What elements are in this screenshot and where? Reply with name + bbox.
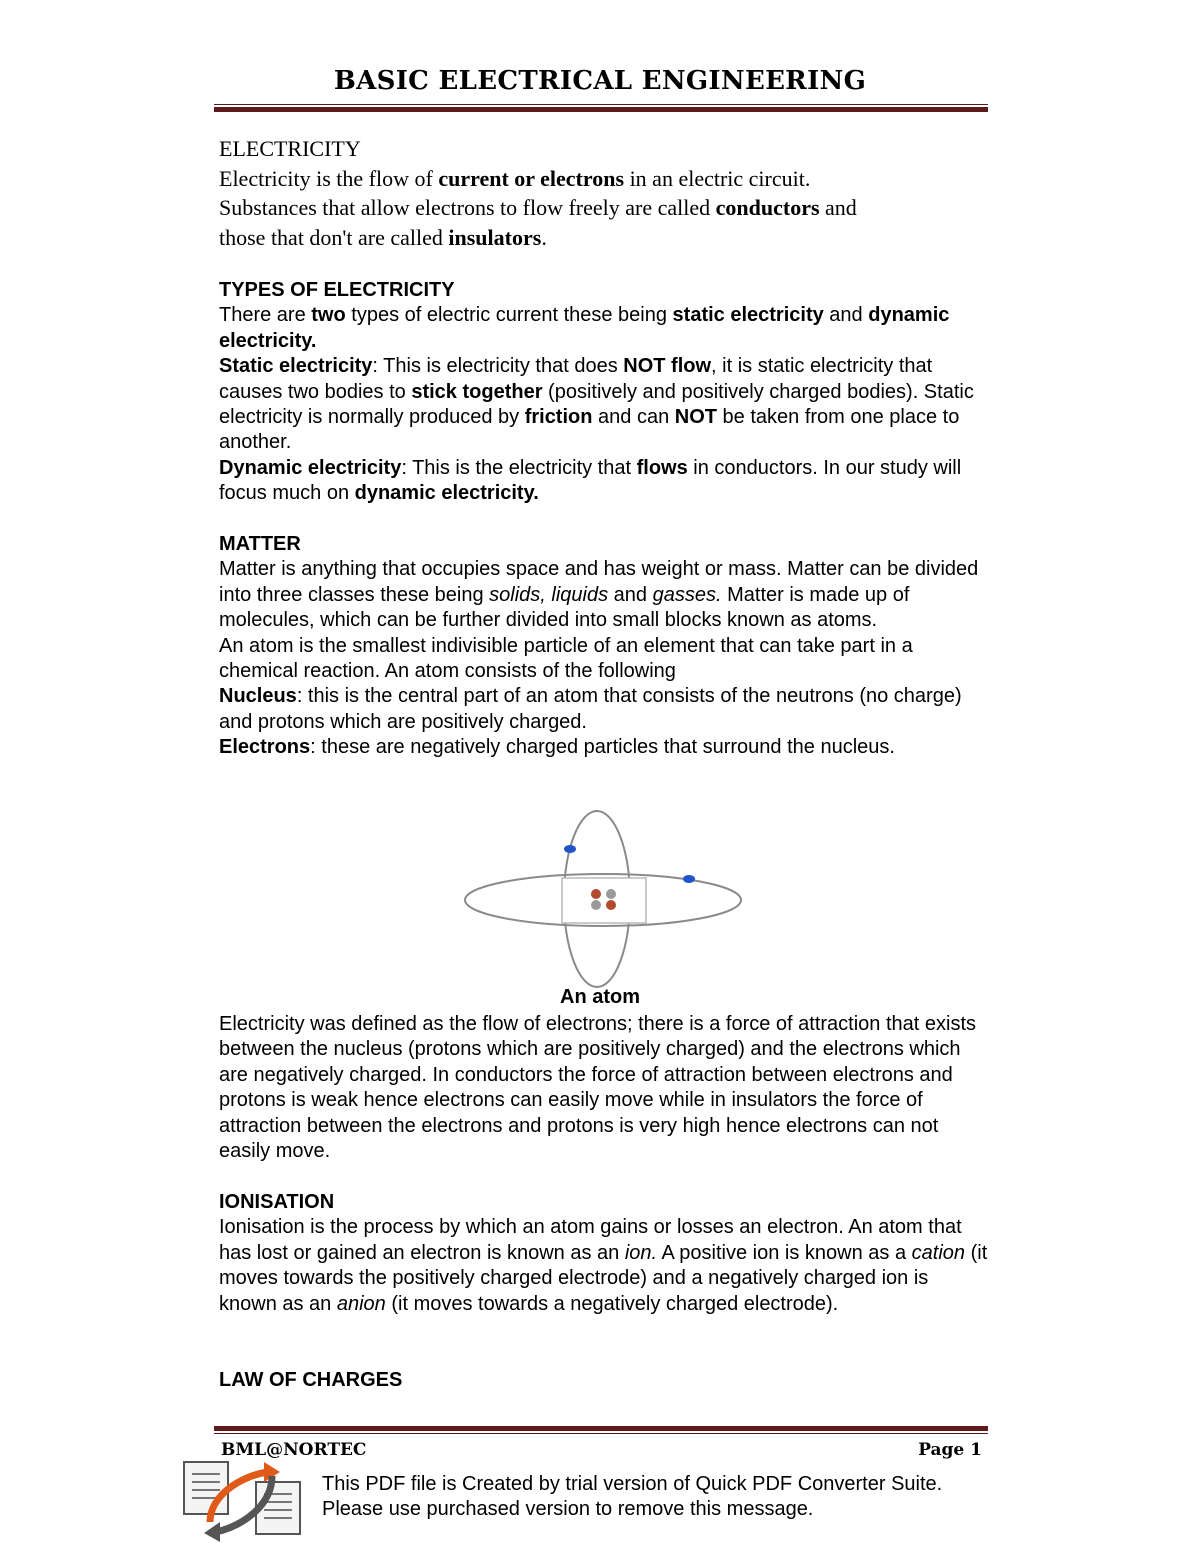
neutron-particle bbox=[591, 900, 601, 910]
footer-rule-thin bbox=[214, 1433, 988, 1434]
proton-particle bbox=[606, 900, 616, 910]
ionisation-paragraph: Ionisation is the process by which an atom gains or losses an electron. An atom that has lost or gained an electron is known as an ion. A positive ion is known as a cation (it moves towards the positively charged electrode) and a negatively charged ion is known as an anion (it moves towards a negatively charged electrode). bbox=[219, 1216, 988, 1315]
electron-particle bbox=[564, 845, 576, 853]
ionisation-heading: IONISATION bbox=[219, 1191, 335, 1213]
dynamic-electricity-paragraph: Dynamic electricity: This is the electricity that flows in conductors. In our study will focus much on dynamic electricity. bbox=[219, 456, 962, 505]
atom-diagram bbox=[462, 808, 744, 990]
matter-heading: MATTER bbox=[219, 533, 301, 555]
attraction-section bbox=[219, 1012, 989, 1164]
electrons-paragraph: Electrons: these are negatively charged particles that surround the nucleus. bbox=[219, 736, 895, 759]
atom-definition: An atom is the smallest indivisible particle of an element that can take part in a chemical reaction. An atom consists of the following bbox=[219, 634, 913, 683]
electricity-line-3: those that don't are called insulators. bbox=[219, 224, 547, 250]
electricity-line-2: Substances that allow electrons to flow freely are called conductors and bbox=[219, 195, 857, 220]
types-heading: TYPES OF ELECTRICITY bbox=[219, 279, 455, 301]
electricity-section bbox=[219, 134, 989, 252]
proton-particle bbox=[591, 889, 601, 899]
electricity-line-1: Electricity is the flow of current or electrons in an electric circuit. bbox=[219, 165, 811, 191]
types-section bbox=[219, 278, 989, 507]
figure-caption: An atom bbox=[560, 986, 640, 1008]
nucleus-paragraph: Nucleus: this is the central part of an atom that consists of the neutrons (no charge) and protons which are positively charged. bbox=[219, 685, 962, 733]
electron-particle bbox=[683, 875, 695, 883]
ionisation-section bbox=[219, 1190, 989, 1317]
electricity-heading: ELECTRICITY bbox=[219, 136, 361, 161]
types-intro: There are two types of electric current these being static electricity and dynamic electricity. bbox=[219, 304, 950, 352]
law-heading: LAW OF CHARGES bbox=[219, 1369, 403, 1391]
nucleus-box bbox=[562, 878, 646, 923]
static-electricity-paragraph: Static electricity: This is electricity that does NOT flow, it is static electricity that causes two bodies to stick together (positively and positively charged bodies). Static electricity is normally produced by friction and can NOT be taken from one place to another. bbox=[219, 355, 974, 454]
footer-author: BML@NORTEC bbox=[221, 1440, 367, 1460]
trial-line-2: Please use purchased version to remove this message. bbox=[322, 1498, 814, 1520]
trial-line-1: This PDF file is Created by trial version of Quick PDF Converter Suite. bbox=[322, 1473, 943, 1495]
document-title: BASIC ELECTRICAL ENGINEERING bbox=[333, 66, 867, 96]
header-rule-thick bbox=[214, 107, 988, 112]
attraction-paragraph: Electricity was defined as the flow of electrons; there is a force of attraction that exists between the nucleus (protons which are positively charged) and the electrons which are negatively charged. In conductors the force of attraction between electrons and protons is weak hence electrons can easily move while in insulators the force of attraction between the electrons and protons is very high hence electrons can not easily move. bbox=[219, 1013, 977, 1163]
law-section bbox=[219, 1368, 989, 1393]
footer-rule-thick bbox=[214, 1426, 988, 1431]
matter-section bbox=[219, 532, 989, 761]
matter-paragraph: Matter is anything that occupies space and has weight or mass. Matter can be divided into three classes these being solids, liquids and gasses. Matter is made up of molecules, which can be further divided into small blocks known as atoms. bbox=[219, 558, 979, 632]
header-rule-thin bbox=[214, 104, 988, 105]
page-number: Page 1 bbox=[918, 1440, 982, 1460]
converter-logo-icon bbox=[180, 1456, 304, 1542]
trial-watermark-text bbox=[322, 1472, 942, 1522]
neutron-particle bbox=[606, 889, 616, 899]
